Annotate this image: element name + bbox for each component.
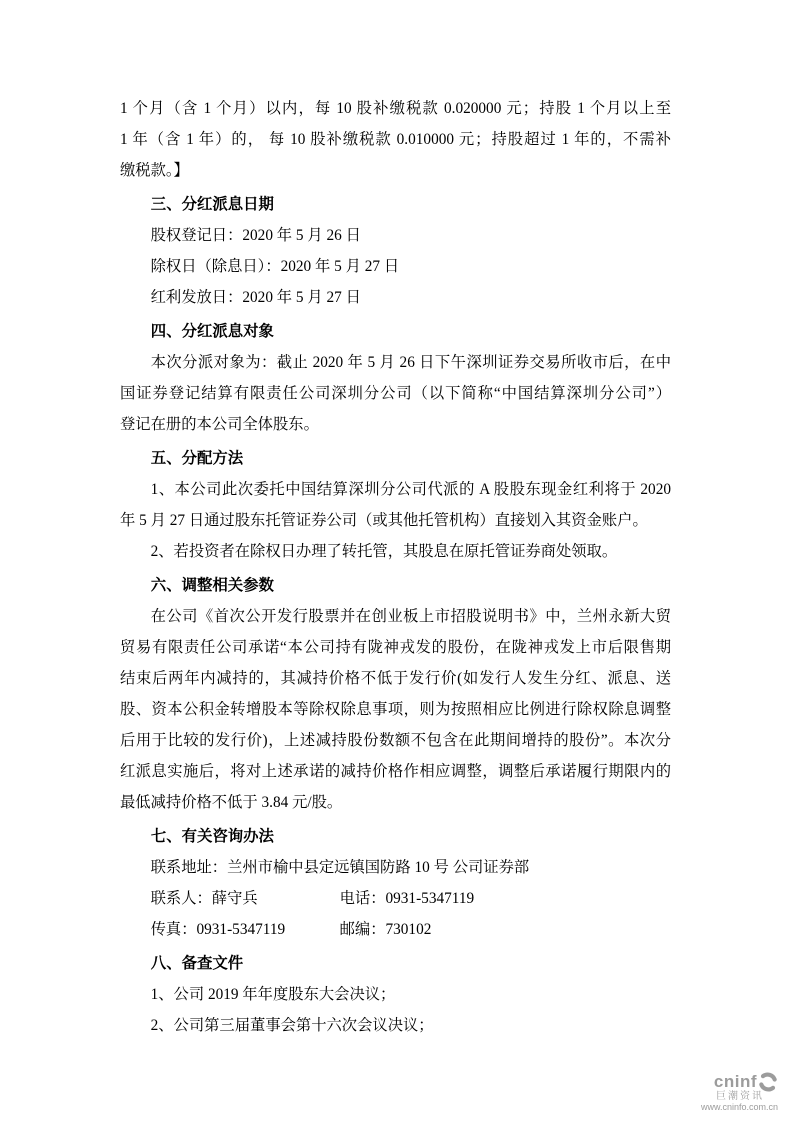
body-line: 股、资本公积金转增股本等除权除息事项，则为按照相应比例进行除权除息调整 — [120, 701, 671, 718]
reference-doc-line: 2、公司第三届董事会第十六次会议决议； — [150, 1017, 434, 1034]
body-line: 国证券登记结算有限责任公司深圳分公司（以下简称“中国结算深圳分公司”） — [120, 385, 671, 402]
contact-person: 联系人：薛守兵 — [150, 890, 258, 907]
body-line: 后用于比较的发行价)，上述减持股份数额不包含在此期间增持的股份”。本次分 — [120, 732, 671, 749]
document-body — [120, 93, 671, 1041]
body-line: 最低减持价格不低于 3.84 元/股。 — [120, 794, 343, 811]
contact-row — [120, 883, 671, 914]
body-line: 2、若投资者在除权日办理了转托管，其股息在原托管证券商处领取。 — [150, 543, 618, 560]
body-line: 红派息实施后，将对上述承诺的减持价格作相应调整，调整后承诺履行期限内的 — [120, 763, 671, 780]
section-heading-dividend-recipients: 四、分红派息对象 — [150, 323, 274, 340]
body-line: 登记在册的本公司全体股东。 — [120, 416, 319, 433]
contact-fax: 传真：0931-5347119 — [150, 921, 286, 938]
intro-line: 缴税款。】 — [120, 162, 189, 179]
body-line: 年 5 月 27 日通过股东托管证券公司（或其他托管机构）直接划入其资金账户。 — [120, 512, 648, 529]
contact-phone: 电话：0931-5347119 — [339, 890, 475, 907]
section-heading-reference-documents: 八、备查文件 — [150, 955, 244, 972]
cninfo-brand-text: cninf — [713, 1071, 757, 1091]
body-line: 贸易有限责任公司承诺“本公司持有陇神戎发的股份，在陇神戎发上市后限售期 — [120, 639, 671, 656]
record-date-line: 股权登记日：2020 年 5 月 26 日 — [150, 227, 361, 244]
payment-date-line: 红利发放日：2020 年 5 月 27 日 — [150, 289, 361, 306]
cninfo-chinese-name: 巨潮资讯 — [716, 1091, 764, 1103]
contact-address-line: 联系地址：兰州市榆中县定远镇国防路 10 号 公司证券部 — [150, 859, 530, 876]
section-heading-parameter-adjustment: 六、调整相关参数 — [150, 577, 274, 594]
body-line: 本次分派对象为：截止 2020 年 5 月 26 日下午深圳证券交易所收市后，在中 — [150, 354, 671, 371]
contact-postcode: 邮编：730102 — [339, 921, 432, 938]
body-line: 结束后两年内减持的，其减持价格不低于发行价(如发行人发生分红、派息、送 — [120, 670, 671, 687]
section-heading-distribution-method: 五、分配方法 — [150, 450, 244, 467]
section-heading-dividend-dates: 三、分红派息日期 — [150, 196, 274, 213]
reference-doc-line: 1、公司 2019 年年度股东大会决议； — [150, 986, 396, 1003]
cninfo-swirl-icon — [758, 1072, 778, 1092]
body-line: 1、本公司此次委托中国结算深圳分公司代派的 A 股股东现金红利将于 2020 — [150, 481, 671, 498]
ex-dividend-date-line: 除权日（除息日）：2020 年 5 月 27 日 — [150, 258, 400, 275]
contact-row — [120, 914, 671, 945]
cninfo-url: www.cninfo.com.cn — [700, 1102, 778, 1113]
cninfo-logo — [692, 1072, 778, 1113]
body-line: 在公司《首次公开发行股票并在创业板上市招股说明书》中，兰州永新大贸 — [150, 608, 671, 625]
cninfo-logo-top — [692, 1072, 778, 1092]
intro-line: 1 年（含 1 年）的， 每 10 股补缴税款 0.010000 元；持股超过 1 年的，不需补 — [120, 131, 671, 148]
section-heading-inquiry-methods: 七、有关咨询办法 — [150, 828, 274, 845]
intro-line: 1 个月（含 1 个月）以内，每 10 股补缴税款 0.020000 元；持股 1 个月以上至 — [120, 100, 671, 117]
